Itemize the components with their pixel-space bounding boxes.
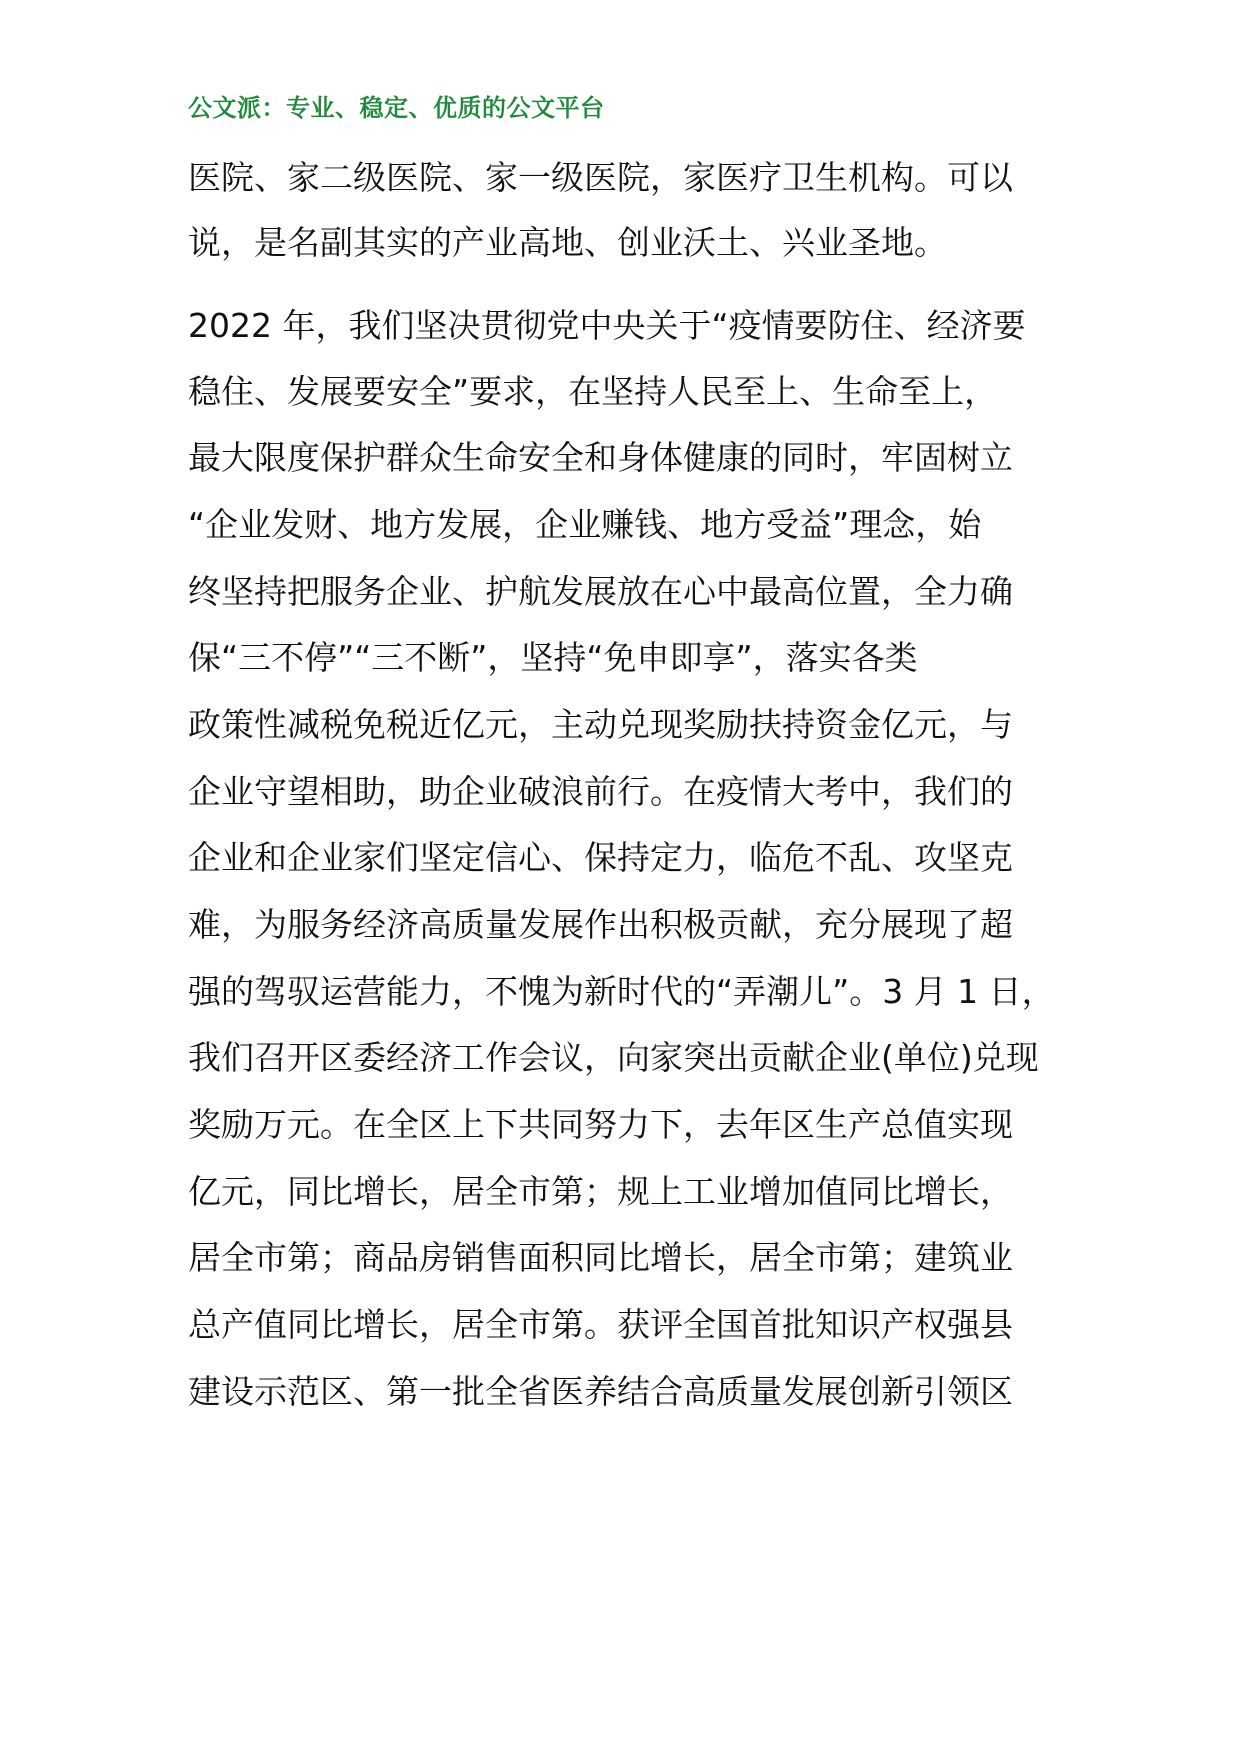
text-line: 建设示范区、第一批全省医养结合高质量发展创新引领区 [188, 1372, 1013, 1411]
text-line: “企业发财、地方发展，企业赚钱、地方受益”理念，始 [188, 505, 982, 544]
text-line: 政策性减税免税近亿元，主动兑现奖励扶持资金亿元，与 [188, 705, 1013, 744]
text-line: 终坚持把服务企业、护航发展放在心中最高位置，全力确 [188, 572, 1013, 611]
text-line: 企业和企业家们坚定信心、保持定力，临危不乱、攻坚克 [188, 838, 1013, 877]
text-line: 稳住、发展要安全”要求，在坚持人民至上、生命至上， [188, 372, 998, 411]
text-line: 亿元，同比增长，居全市第；规上工业增加值同比增长， [188, 1172, 1013, 1211]
text-line: 说，是名副其实的产业高地、创业沃土、兴业圣地。 [188, 223, 947, 262]
text-line: 奖励万元。在全区上下共同努力下，去年区生产总值实现 [188, 1105, 1013, 1144]
text-line: 总产值同比增长，居全市第。获评全国首批知识产权强县 [188, 1305, 1013, 1344]
header-title: 公文派：专业、稳定、优质的公文平台 [188, 94, 605, 122]
text-line: 居全市第；商品房销售面积同比增长，居全市第；建筑业 [188, 1238, 1013, 1277]
text-line: 难，为服务经济高质量发展作出积极贡献，充分展现了超 [188, 905, 1013, 944]
text-line: 企业守望相助，助企业破浪前行。在疫情大考中，我们的 [188, 772, 1013, 811]
text-line: 我们召开区委经济工作会议，向家突出贡献企业(单位)兑现 [188, 1038, 1039, 1077]
text-line: 最大限度保护群众生命安全和身体健康的同时，牢固树立 [188, 438, 1013, 477]
text-line: 2022 年，我们坚决贯彻党中央关于“疫情要防住、经济要 [188, 306, 1026, 345]
text-line: 医院、家二级医院、家一级医院，家医疗卫生机构。可以 [188, 158, 1013, 197]
text-line: 强的驾驭运营能力，不愧为新时代的“弄潮儿”。3 月 1 日， [188, 972, 1055, 1011]
text-line: 保“三不停”“三不断”，坚持“免申即享”，落实各类 [188, 638, 918, 677]
